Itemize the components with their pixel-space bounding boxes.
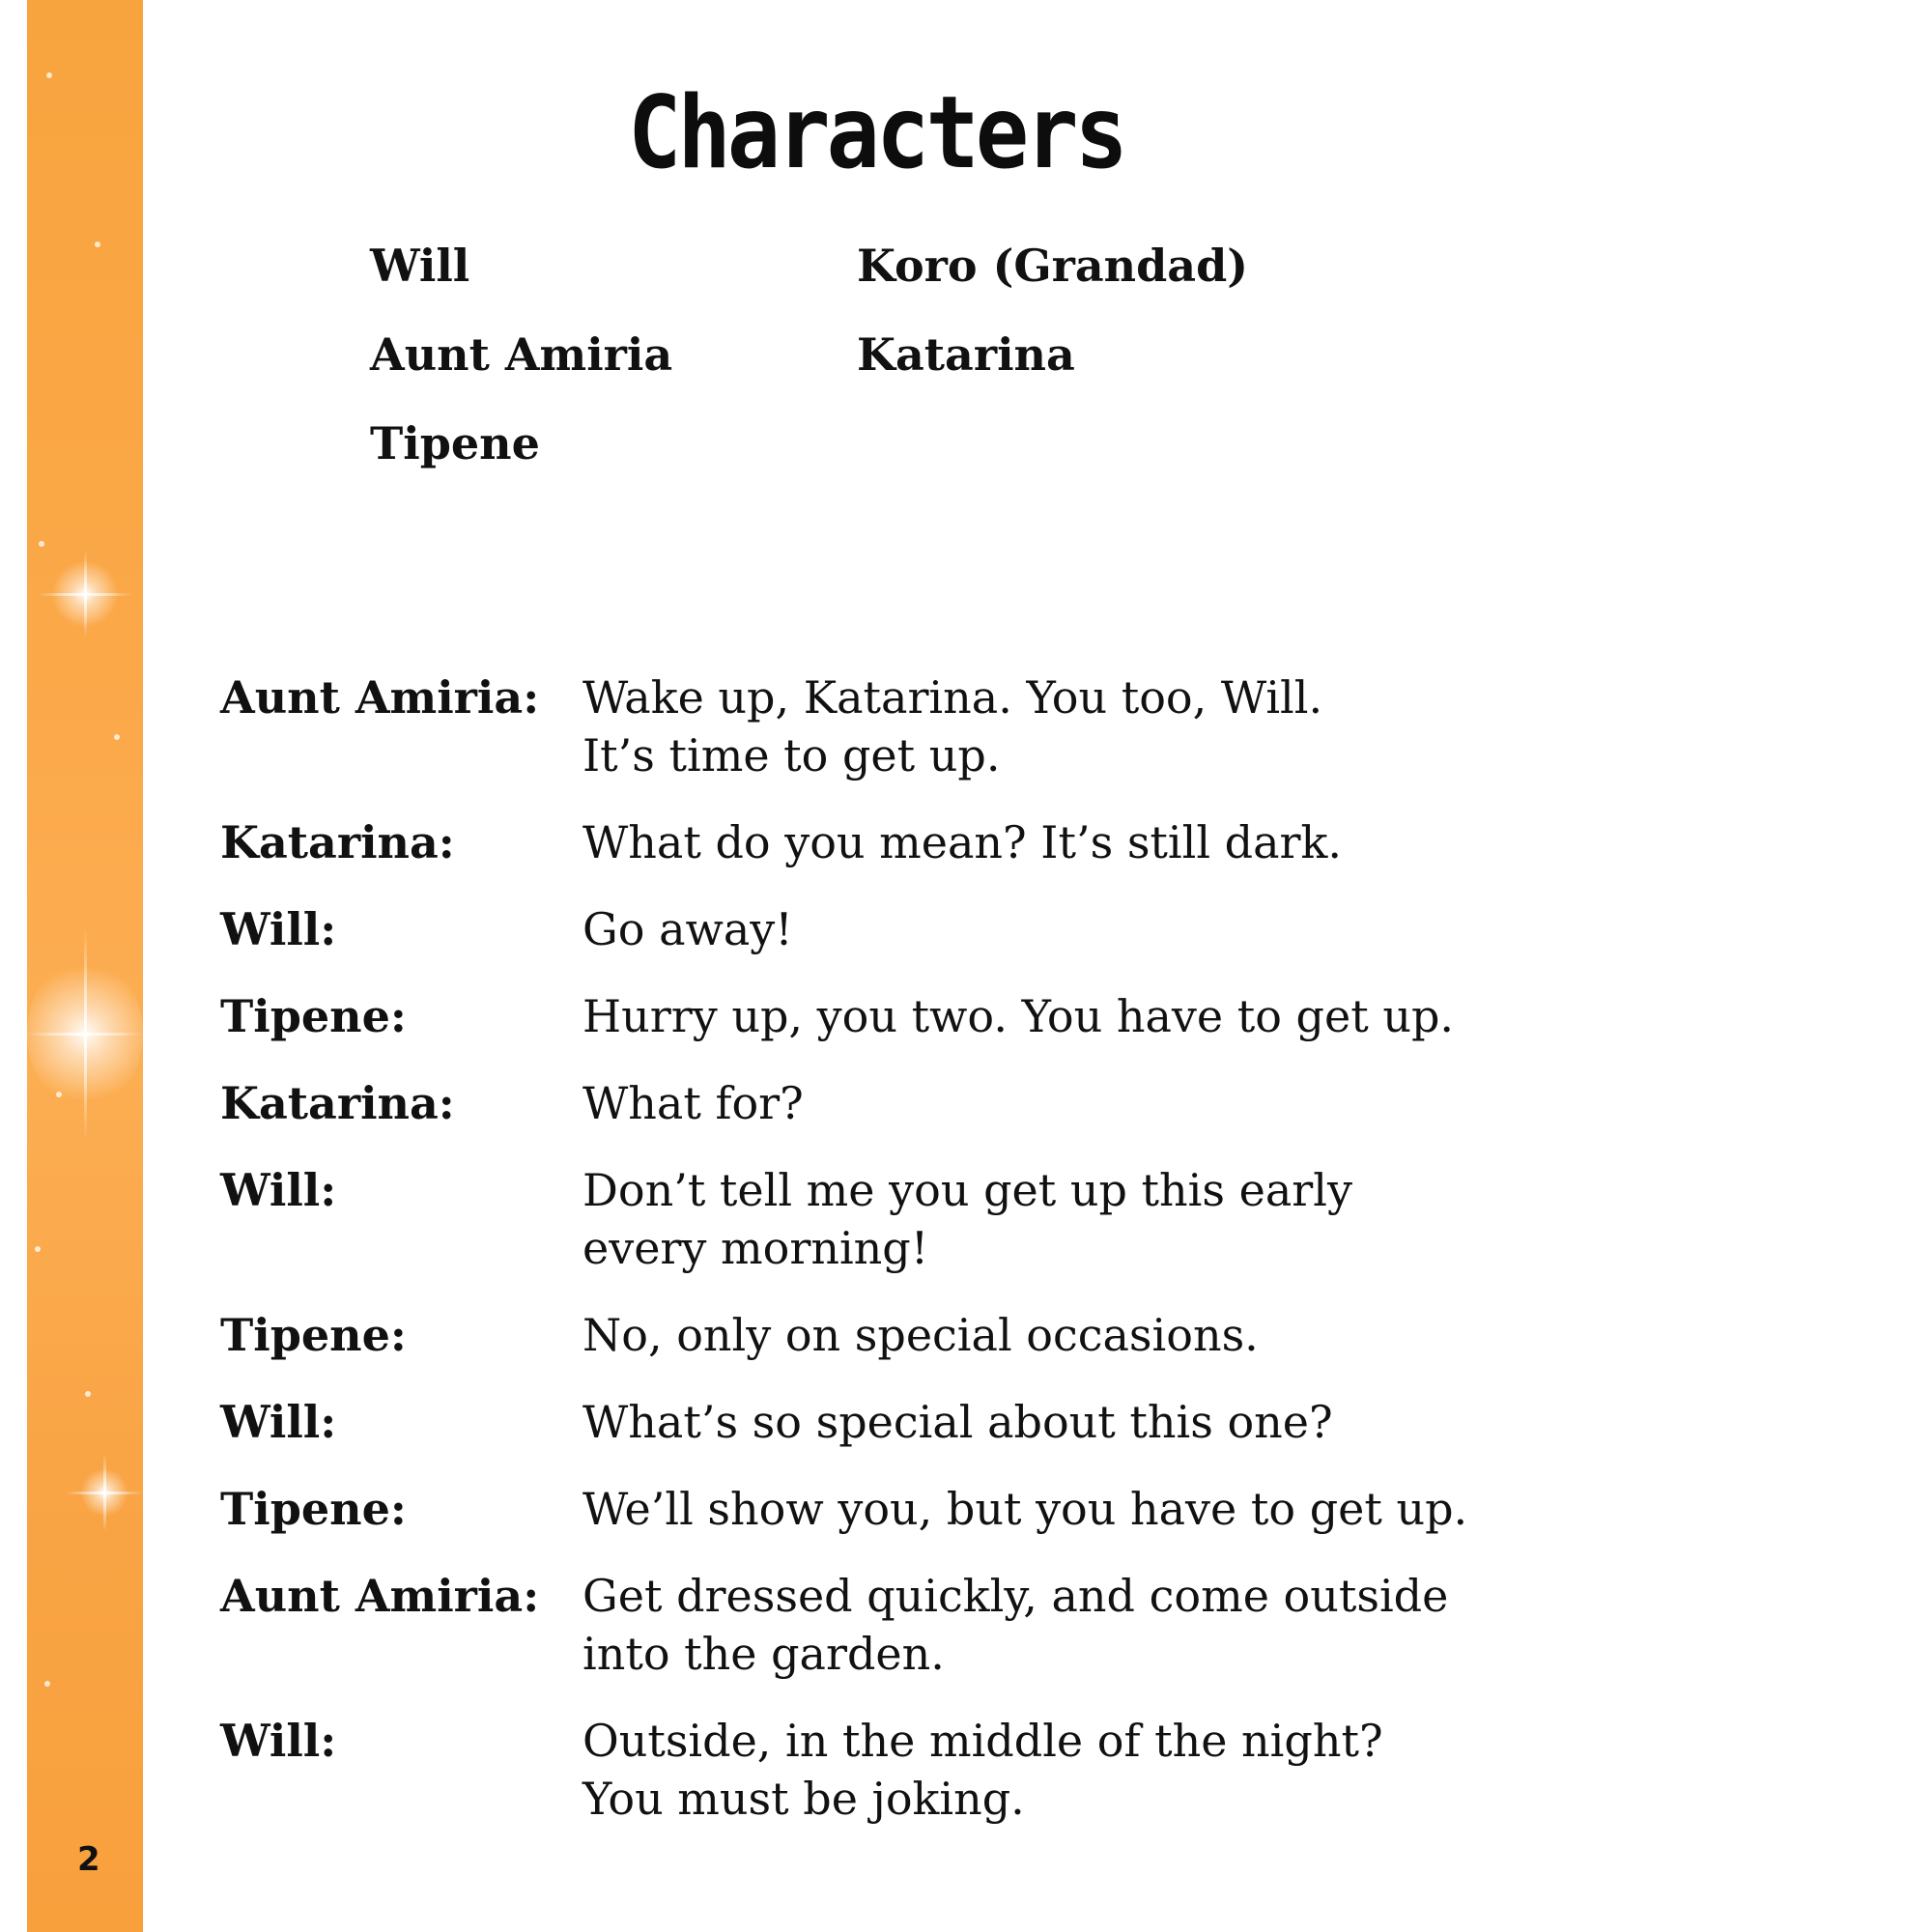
cast-member: Katarina xyxy=(857,328,1075,381)
page-number: 2 xyxy=(77,1840,100,1879)
speech-text: We’ll show you, but you have to get up. xyxy=(582,1483,1468,1535)
speech-text: Outside, in the middle of the night? You must be joking. xyxy=(582,1715,1383,1825)
cast-member: Will xyxy=(370,240,470,292)
dialogue-line xyxy=(220,987,1573,1045)
orange-side-band xyxy=(27,0,143,1932)
cast-member: Tipene xyxy=(370,417,540,469)
speech-text: What for? xyxy=(582,1077,804,1129)
dialogue-line xyxy=(220,668,1573,784)
dialogue-line xyxy=(220,900,1573,958)
dialogue-line xyxy=(220,813,1573,871)
sparkle-dot xyxy=(39,541,44,547)
speaker-name: Will: xyxy=(220,1164,337,1216)
sparkle-dot xyxy=(35,1246,41,1252)
speaker-name: Katarina: xyxy=(220,816,455,868)
speech-text: Don’t tell me you get up this early every morning! xyxy=(582,1164,1352,1274)
dialogue-script xyxy=(220,668,1573,1857)
speaker-name: Will: xyxy=(220,903,337,955)
dialogue-line xyxy=(220,1161,1573,1277)
dialogue-line xyxy=(220,1306,1573,1364)
speech-text: What’s so special about this one? xyxy=(582,1396,1333,1448)
sparkle-dot xyxy=(56,1092,62,1097)
speaker-name: Aunt Amiria: xyxy=(220,671,540,724)
sparkle-ray xyxy=(84,551,87,638)
sparkle-ray xyxy=(103,1454,106,1531)
dialogue-line xyxy=(220,1712,1573,1828)
dialogue-line xyxy=(220,1393,1573,1451)
sparkle-dot xyxy=(44,1681,50,1687)
speaker-name: Katarina: xyxy=(220,1077,455,1129)
speech-text: What do you mean? It’s still dark. xyxy=(582,816,1343,868)
sparkle-ray xyxy=(84,927,87,1140)
speech-text: Get dressed quickly, and come outside into the garden. xyxy=(582,1570,1449,1680)
page-title: Characters xyxy=(628,75,1124,191)
speaker-name: Aunt Amiria: xyxy=(220,1570,540,1622)
speech-text: Go away! xyxy=(582,903,793,955)
dialogue-line xyxy=(220,1567,1573,1683)
speech-text: Hurry up, you two. You have to get up. xyxy=(582,990,1455,1042)
speaker-name: Tipene: xyxy=(220,1483,407,1535)
dialogue-line xyxy=(220,1480,1573,1538)
speaker-name: Will: xyxy=(220,1396,337,1448)
speaker-name: Tipene: xyxy=(220,1309,407,1361)
cast-member: Koro (Grandad) xyxy=(857,240,1249,292)
dialogue-line xyxy=(220,1074,1573,1132)
sparkle-dot xyxy=(85,1391,91,1397)
speaker-name: Will: xyxy=(220,1715,337,1767)
sparkle-dot xyxy=(114,734,120,740)
speech-text: No, only on special occasions. xyxy=(582,1309,1259,1361)
speaker-name: Tipene: xyxy=(220,990,407,1042)
cast-member: Aunt Amiria xyxy=(370,328,673,381)
sparkle-dot xyxy=(95,242,100,247)
sparkle-dot xyxy=(46,72,52,78)
speech-text: Wake up, Katarina. You too, Will. It’s time to get up. xyxy=(582,671,1323,781)
